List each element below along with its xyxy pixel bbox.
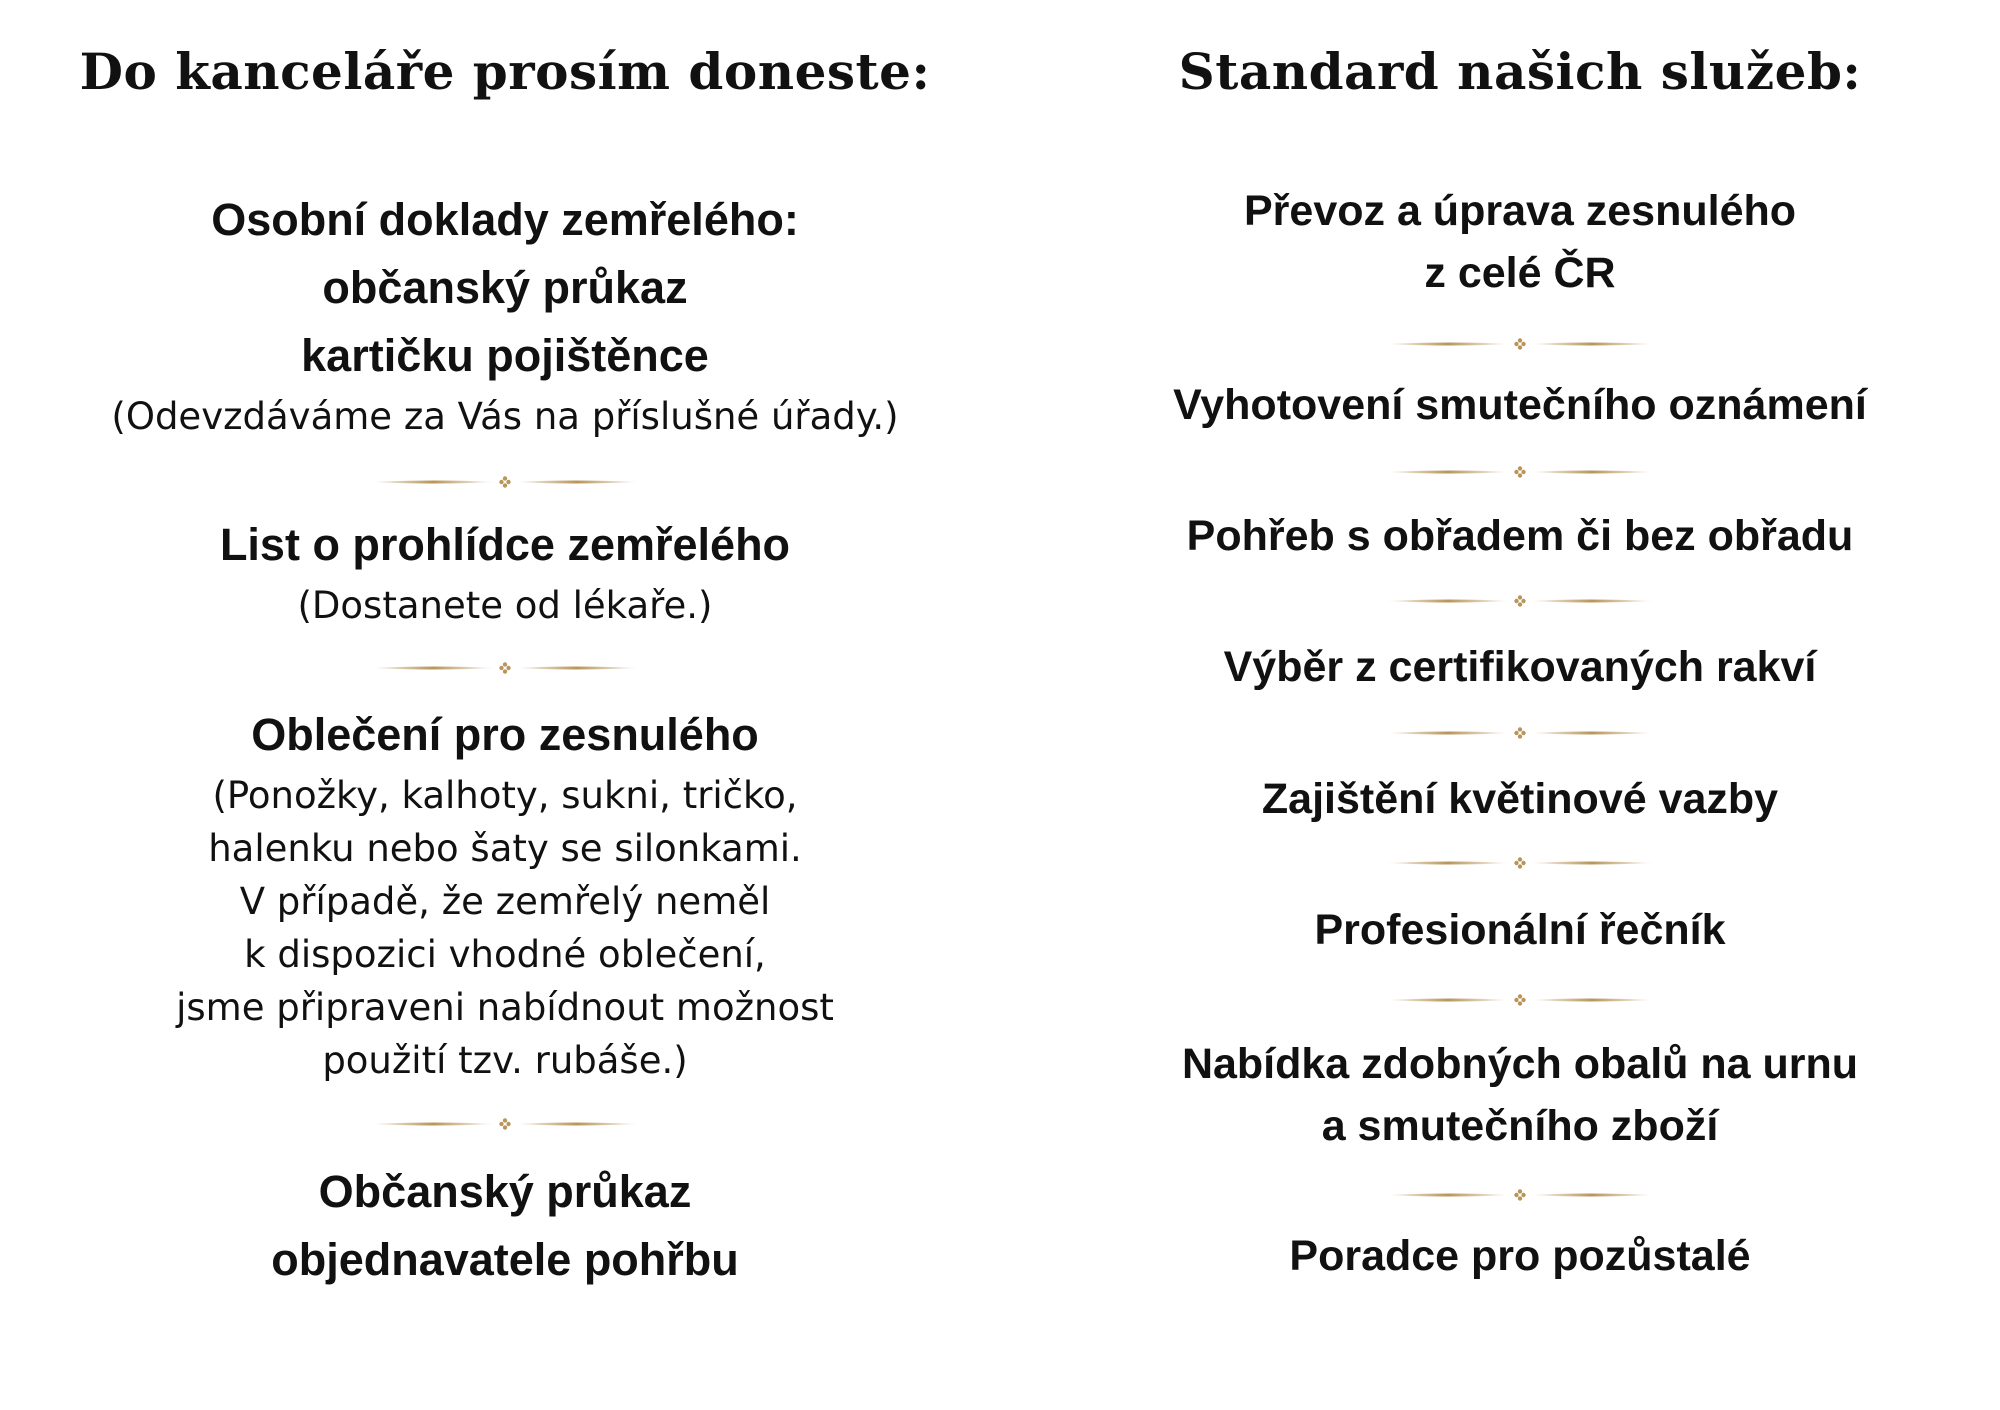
item-note-line: halenku nebo šaty se silonkami. — [208, 827, 802, 870]
service-title-line: Zajištění květinové vazby — [1261, 775, 1779, 823]
service-title-line: Výběr z certifikovaných rakví — [1223, 643, 1817, 691]
item-title-line: Občanský průkaz — [318, 1166, 692, 1217]
item-title — [50, 186, 960, 390]
gold-divider-icon — [370, 1116, 640, 1132]
service-item — [1070, 1225, 1970, 1287]
item-title-line: objednavatele pohřbu — [271, 1234, 739, 1285]
gold-divider-icon — [1385, 725, 1655, 741]
service-title-line: Pohřeb s obřadem či bez obřadu — [1186, 512, 1854, 560]
list-item-clothing — [50, 701, 960, 1087]
service-title — [1070, 180, 1970, 304]
gold-divider-icon — [1385, 464, 1655, 480]
service-title — [1070, 899, 1970, 961]
service-item — [1070, 505, 1970, 567]
service-title — [1070, 1225, 1970, 1287]
item-title — [50, 1158, 960, 1294]
service-item — [1070, 899, 1970, 961]
service-item — [1070, 636, 1970, 698]
service-title-line: Profesionální řečník — [1314, 906, 1726, 954]
item-note-line: použití tzv. rubáše.) — [322, 1039, 688, 1082]
gold-divider-icon — [1385, 336, 1655, 352]
item-title — [50, 701, 960, 769]
service-title-line: Poradce pro pozůstalé — [1289, 1232, 1751, 1280]
gold-divider-icon — [1385, 992, 1655, 1008]
item-note-line: jsme připraveni nabídnout možnost — [176, 986, 834, 1029]
left-heading: Do kanceláře prosím doneste: — [79, 42, 931, 101]
item-note — [50, 769, 960, 1087]
item-title-line: kartičku pojištěnce — [301, 330, 709, 381]
item-note-line: (Odevzdáváme za Vás na příslušné úřady.) — [111, 395, 899, 438]
item-title-line: List o prohlídce zemřelého — [219, 519, 791, 570]
service-title-line: Nabídka zdobných obalů na urnu — [1181, 1040, 1859, 1088]
service-item — [1070, 180, 1970, 304]
service-title — [1070, 636, 1970, 698]
item-note — [50, 390, 960, 443]
item-note-line: k dispozici vhodné oblečení, — [244, 933, 766, 976]
list-item-orderer-id — [50, 1158, 960, 1294]
item-title-line: Oblečení pro zesnulého — [251, 709, 759, 760]
item-title-line: Osobní doklady zemřelého: — [211, 194, 799, 245]
service-item — [1070, 1033, 1970, 1157]
service-item — [1070, 374, 1970, 436]
item-note-line: V případě, že zemřelý neměl — [239, 880, 771, 923]
service-item — [1070, 768, 1970, 830]
gold-divider-icon — [370, 474, 640, 490]
item-note-line: (Ponožky, kalhoty, sukni, tričko, — [212, 774, 798, 817]
gold-divider-icon — [370, 660, 640, 676]
service-title-line: a smutečního zboží — [1321, 1102, 1719, 1150]
service-title-line: z celé ČR — [1424, 249, 1616, 297]
service-title — [1070, 768, 1970, 830]
item-note-line: (Dostanete od lékaře.) — [297, 584, 713, 627]
service-title-line: Vyhotovení smutečního oznámení — [1173, 381, 1867, 429]
list-item-inspection-certificate — [50, 511, 960, 632]
service-title — [1070, 505, 1970, 567]
item-title — [50, 511, 960, 579]
service-title-line: Převoz a úprava zesnulého — [1243, 187, 1797, 235]
gold-divider-icon — [1385, 593, 1655, 609]
service-title — [1070, 1033, 1970, 1157]
item-note — [50, 579, 960, 632]
gold-divider-icon — [1385, 855, 1655, 871]
item-title-line: občanský průkaz — [322, 262, 688, 313]
right-heading: Standard našich služeb: — [1178, 42, 1862, 101]
gold-divider-icon — [1385, 1187, 1655, 1203]
list-item-personal-documents — [50, 186, 960, 443]
service-title — [1070, 374, 1970, 436]
